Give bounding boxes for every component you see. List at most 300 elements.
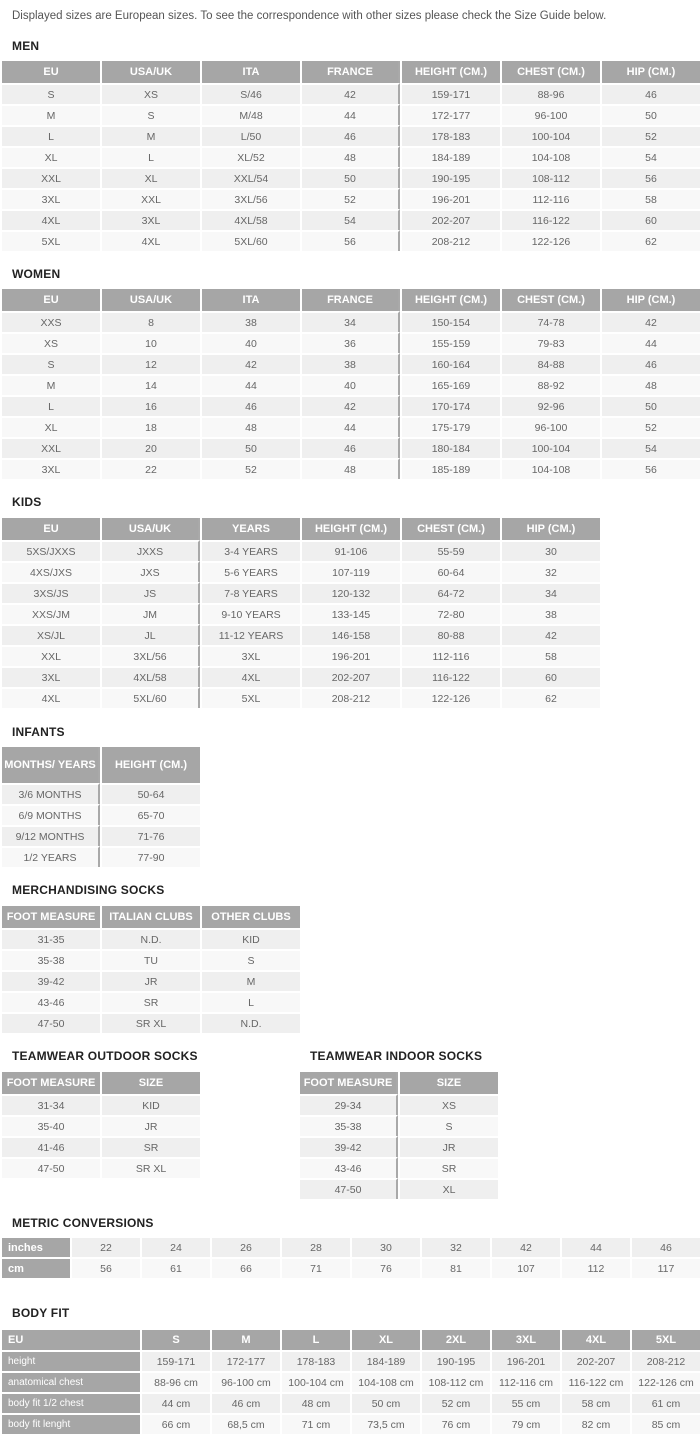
table-cell: 48 bbox=[202, 416, 300, 437]
table-cell: 4XL bbox=[2, 687, 100, 708]
table-row bbox=[300, 1094, 498, 1115]
table-cell: 40 bbox=[202, 332, 300, 353]
table-row bbox=[2, 1371, 700, 1392]
table-cell: XS bbox=[102, 83, 200, 104]
table-cell: 172-177 bbox=[212, 1350, 280, 1371]
table-cell: 56 bbox=[72, 1257, 140, 1278]
table-cell: XXL bbox=[2, 437, 100, 458]
column-header: FOOT MEASURE bbox=[300, 1072, 398, 1094]
column-header: OTHER CLUBS bbox=[202, 906, 300, 928]
table-cell: 50-64 bbox=[102, 783, 200, 804]
column-header: ITA bbox=[202, 61, 300, 83]
table-cell: 18 bbox=[102, 416, 200, 437]
header-row bbox=[2, 61, 700, 83]
table-cell: 44 bbox=[202, 374, 300, 395]
table-cell: 50 bbox=[602, 395, 700, 416]
table-row bbox=[2, 928, 300, 949]
table-row bbox=[2, 561, 600, 582]
table-cell: 24 bbox=[142, 1236, 210, 1257]
column-header: HEIGHT (CM.) bbox=[102, 747, 200, 783]
table-cell: 3XL bbox=[2, 458, 100, 479]
table-cell: 35-38 bbox=[2, 949, 100, 970]
table-cell: 38 bbox=[502, 603, 600, 624]
table-cell: 4XL bbox=[2, 209, 100, 230]
table-cell: SR bbox=[102, 1136, 200, 1157]
table-row bbox=[300, 1178, 498, 1199]
column-header: XL bbox=[352, 1328, 420, 1350]
women-title: WOMEN bbox=[12, 267, 61, 281]
table-cell: 42 bbox=[202, 353, 300, 374]
table-cell: JR bbox=[102, 970, 200, 991]
table-cell: 122-126 cm bbox=[632, 1371, 700, 1392]
table-cell: 52 cm bbox=[422, 1392, 490, 1413]
metric-conversion-table bbox=[0, 1236, 700, 1278]
table-cell: 9/12 MONTHS bbox=[2, 825, 100, 846]
table-cell: 34 bbox=[502, 582, 600, 603]
table-cell: 73,5 cm bbox=[352, 1413, 420, 1434]
table-row bbox=[2, 1236, 700, 1257]
table-cell: 96-100 bbox=[502, 416, 600, 437]
table-cell: 44 bbox=[602, 332, 700, 353]
table-cell: M/48 bbox=[202, 104, 300, 125]
table-row bbox=[300, 1157, 498, 1178]
column-header: USA/UK bbox=[102, 61, 200, 83]
row-header: cm bbox=[2, 1257, 70, 1278]
table-cell: JXS bbox=[102, 561, 200, 582]
table-cell: SR bbox=[102, 991, 200, 1012]
table-cell: 81 bbox=[422, 1257, 490, 1278]
table-cell: 3XL/56 bbox=[102, 645, 200, 666]
table-cell: 44 bbox=[562, 1236, 630, 1257]
column-header: FRANCE bbox=[302, 289, 400, 311]
column-header: USA/UK bbox=[102, 518, 200, 540]
table-cell: 100-104 bbox=[502, 437, 600, 458]
column-header: 3XL bbox=[492, 1328, 560, 1350]
table-cell: 38 bbox=[202, 311, 300, 332]
table-cell: 175-179 bbox=[402, 416, 500, 437]
table-cell: 52 bbox=[202, 458, 300, 479]
table-cell: 3XS/JS bbox=[2, 582, 100, 603]
table-cell: 20 bbox=[102, 437, 200, 458]
header-row bbox=[2, 1328, 700, 1350]
table-row bbox=[2, 395, 700, 416]
table-row bbox=[2, 645, 600, 666]
table-cell: XXL/54 bbox=[202, 167, 300, 188]
table-cell: 208-212 bbox=[402, 230, 500, 251]
table-cell: 6/9 MONTHS bbox=[2, 804, 100, 825]
table-cell: JXXS bbox=[102, 540, 200, 561]
table-cell: 91-106 bbox=[302, 540, 400, 561]
column-header: HEIGHT (CM.) bbox=[402, 61, 500, 83]
table-row bbox=[2, 624, 600, 645]
table-cell: 35-38 bbox=[300, 1115, 398, 1136]
table-cell: 88-92 bbox=[502, 374, 600, 395]
table-cell: 47-50 bbox=[2, 1157, 100, 1178]
table-cell: 3XL bbox=[202, 645, 300, 666]
table-cell: 88-96 cm bbox=[142, 1371, 210, 1392]
table-cell: XL/52 bbox=[202, 146, 300, 167]
table-cell: 116-122 bbox=[502, 209, 600, 230]
men-title: MEN bbox=[12, 39, 40, 53]
table-cell: 58 cm bbox=[562, 1392, 630, 1413]
table-row bbox=[2, 311, 700, 332]
table-cell: 190-195 bbox=[422, 1350, 490, 1371]
infants-size-table bbox=[0, 747, 202, 867]
table-cell: 54 bbox=[302, 209, 400, 230]
table-cell: 178-183 bbox=[282, 1350, 350, 1371]
table-cell: 159-171 bbox=[142, 1350, 210, 1371]
table-row bbox=[2, 991, 300, 1012]
column-header: 5XL bbox=[632, 1328, 700, 1350]
merch-socks-table bbox=[0, 906, 302, 1033]
table-row bbox=[2, 1094, 200, 1115]
table-cell: 28 bbox=[282, 1236, 350, 1257]
table-cell: 122-126 bbox=[502, 230, 600, 251]
table-row bbox=[2, 1392, 700, 1413]
table-row bbox=[2, 353, 700, 374]
table-cell: 107-119 bbox=[302, 561, 400, 582]
table-cell: 50 bbox=[202, 437, 300, 458]
table-cell: 76 cm bbox=[422, 1413, 490, 1434]
header-row bbox=[2, 1072, 200, 1094]
table-cell: 74-78 bbox=[502, 311, 600, 332]
table-cell: 41-46 bbox=[2, 1136, 100, 1157]
table-cell: 39-42 bbox=[2, 970, 100, 991]
table-cell: 47-50 bbox=[2, 1012, 100, 1033]
indoor-socks-title: TEAMWEAR INDOOR SOCKS bbox=[310, 1049, 483, 1063]
table-cell: 42 bbox=[602, 311, 700, 332]
column-header: FOOT MEASURE bbox=[2, 1072, 100, 1094]
table-cell: 196-201 bbox=[302, 645, 400, 666]
table-cell: 4XL/58 bbox=[102, 666, 200, 687]
table-cell: JR bbox=[400, 1136, 498, 1157]
column-header: FOOT MEASURE bbox=[2, 906, 100, 928]
table-cell: 30 bbox=[502, 540, 600, 561]
table-cell: 96-100 bbox=[502, 104, 600, 125]
table-row bbox=[2, 437, 700, 458]
table-cell: 39-42 bbox=[300, 1136, 398, 1157]
table-cell: 68,5 cm bbox=[212, 1413, 280, 1434]
table-cell: 146-158 bbox=[302, 624, 400, 645]
table-cell: 3/6 MONTHS bbox=[2, 783, 100, 804]
row-header: body fit 1/2 chest bbox=[2, 1392, 140, 1413]
table-cell: 60-64 bbox=[402, 561, 500, 582]
table-cell: 30 bbox=[352, 1236, 420, 1257]
outdoor-socks-title: TEAMWEAR OUTDOOR SOCKS bbox=[12, 1049, 198, 1063]
table-cell: 208-212 bbox=[302, 687, 400, 708]
table-cell: 62 bbox=[602, 230, 700, 251]
table-cell: 48 bbox=[302, 146, 400, 167]
table-cell: N.D. bbox=[102, 928, 200, 949]
table-row bbox=[2, 374, 700, 395]
table-cell: 4XL bbox=[102, 230, 200, 251]
table-cell: 44 bbox=[302, 416, 400, 437]
intro-text: Displayed sizes are European sizes. To see the correspondence with other sizes please check the Size Guide below. bbox=[12, 10, 607, 22]
table-row bbox=[2, 1012, 300, 1033]
table-cell: 76 bbox=[352, 1257, 420, 1278]
outdoor-socks-table bbox=[0, 1072, 202, 1178]
column-header: M bbox=[212, 1328, 280, 1350]
table-row bbox=[2, 540, 600, 561]
table-cell: 29-34 bbox=[300, 1094, 398, 1115]
column-header: SIZE bbox=[400, 1072, 498, 1094]
table-cell: SR XL bbox=[102, 1157, 200, 1178]
table-cell: 159-171 bbox=[402, 83, 500, 104]
column-header: ITALIAN CLUBS bbox=[102, 906, 200, 928]
table-cell: 42 bbox=[302, 83, 400, 104]
table-cell: 117 bbox=[632, 1257, 700, 1278]
table-cell: 196-201 bbox=[402, 188, 500, 209]
table-cell: S bbox=[102, 104, 200, 125]
table-cell: M bbox=[102, 125, 200, 146]
table-cell: 85 cm bbox=[632, 1413, 700, 1434]
table-cell: L/50 bbox=[202, 125, 300, 146]
table-cell: XXL bbox=[2, 167, 100, 188]
table-cell: 5XS/JXXS bbox=[2, 540, 100, 561]
table-cell: 202-207 bbox=[302, 666, 400, 687]
table-cell: 71 cm bbox=[282, 1413, 350, 1434]
column-header: EU bbox=[2, 61, 100, 83]
table-cell: 196-201 bbox=[492, 1350, 560, 1371]
table-cell: S/46 bbox=[202, 83, 300, 104]
column-header: HIP (CM.) bbox=[602, 61, 700, 83]
table-cell: 165-169 bbox=[402, 374, 500, 395]
table-row bbox=[300, 1136, 498, 1157]
table-cell: 92-96 bbox=[502, 395, 600, 416]
table-cell: 64-72 bbox=[402, 582, 500, 603]
column-header: ITA bbox=[202, 289, 300, 311]
table-row bbox=[2, 146, 700, 167]
table-row bbox=[2, 825, 200, 846]
table-cell: L bbox=[102, 146, 200, 167]
table-row bbox=[2, 125, 700, 146]
table-cell: 202-207 bbox=[562, 1350, 630, 1371]
table-cell: 11-12 YEARS bbox=[202, 624, 300, 645]
table-cell: 5XL/60 bbox=[102, 687, 200, 708]
table-cell: 107 bbox=[492, 1257, 560, 1278]
table-cell: 7-8 YEARS bbox=[202, 582, 300, 603]
column-header: CHEST (CM.) bbox=[502, 61, 600, 83]
table-cell: 46 bbox=[602, 353, 700, 374]
table-cell: 5XL bbox=[2, 230, 100, 251]
table-row bbox=[2, 582, 600, 603]
indoor-socks-table bbox=[298, 1072, 500, 1199]
table-cell: 108-112 bbox=[502, 167, 600, 188]
table-cell: XXL bbox=[2, 645, 100, 666]
table-cell: 54 bbox=[602, 437, 700, 458]
table-cell: 155-159 bbox=[402, 332, 500, 353]
table-cell: 55 cm bbox=[492, 1392, 560, 1413]
column-header: EU bbox=[2, 289, 100, 311]
table-cell: 3-4 YEARS bbox=[202, 540, 300, 561]
table-cell: 48 bbox=[602, 374, 700, 395]
table-cell: 43-46 bbox=[2, 991, 100, 1012]
table-cell: 48 cm bbox=[282, 1392, 350, 1413]
table-row bbox=[2, 1413, 700, 1434]
table-cell: 60 bbox=[502, 666, 600, 687]
table-cell: 42 bbox=[502, 624, 600, 645]
table-cell: 184-189 bbox=[402, 146, 500, 167]
table-cell: 100-104 cm bbox=[282, 1371, 350, 1392]
table-cell: 9-10 YEARS bbox=[202, 603, 300, 624]
table-cell: S bbox=[2, 353, 100, 374]
table-cell: 100-104 bbox=[502, 125, 600, 146]
women-size-table bbox=[0, 289, 700, 479]
table-row bbox=[2, 230, 700, 251]
header-row bbox=[2, 518, 600, 540]
table-cell: 120-132 bbox=[302, 582, 400, 603]
table-cell: 46 cm bbox=[212, 1392, 280, 1413]
table-cell: SR XL bbox=[102, 1012, 200, 1033]
body-fit-title: BODY FIT bbox=[12, 1306, 70, 1320]
header-row bbox=[300, 1072, 498, 1094]
table-cell: 77-90 bbox=[102, 846, 200, 867]
table-cell: 52 bbox=[602, 125, 700, 146]
table-cell: 35-40 bbox=[2, 1115, 100, 1136]
table-row bbox=[2, 1136, 200, 1157]
column-header: 2XL bbox=[422, 1328, 490, 1350]
table-cell: XL bbox=[400, 1178, 498, 1199]
table-cell: 112-116 bbox=[402, 645, 500, 666]
column-header: L bbox=[282, 1328, 350, 1350]
table-row bbox=[300, 1115, 498, 1136]
table-cell: 55-59 bbox=[402, 540, 500, 561]
table-cell: 3XL/56 bbox=[202, 188, 300, 209]
table-cell: 60 bbox=[602, 209, 700, 230]
table-cell: 47-50 bbox=[300, 1178, 398, 1199]
table-cell: 32 bbox=[502, 561, 600, 582]
table-cell: 5XL bbox=[202, 687, 300, 708]
table-cell: XL bbox=[2, 146, 100, 167]
table-cell: 96-100 cm bbox=[212, 1371, 280, 1392]
table-cell: 88-96 bbox=[502, 83, 600, 104]
table-cell: 16 bbox=[102, 395, 200, 416]
table-cell: 71-76 bbox=[102, 825, 200, 846]
table-cell: 3XL bbox=[2, 188, 100, 209]
table-cell: 66 cm bbox=[142, 1413, 210, 1434]
table-cell: 50 bbox=[302, 167, 400, 188]
row-header: inches bbox=[2, 1236, 70, 1257]
table-cell: XS/JL bbox=[2, 624, 100, 645]
table-cell: 80-88 bbox=[402, 624, 500, 645]
table-cell: 42 bbox=[492, 1236, 560, 1257]
merch-socks-title: MERCHANDISING SOCKS bbox=[12, 883, 165, 897]
table-cell: 44 cm bbox=[142, 1392, 210, 1413]
table-cell: XXS bbox=[2, 311, 100, 332]
metric-title: METRIC CONVERSIONS bbox=[12, 1216, 154, 1230]
table-row bbox=[2, 687, 600, 708]
table-row bbox=[2, 1115, 200, 1136]
body-fit-table bbox=[0, 1328, 700, 1434]
table-row bbox=[2, 783, 200, 804]
column-header: HIP (CM.) bbox=[502, 518, 600, 540]
row-header: body fit lenght bbox=[2, 1413, 140, 1434]
table-cell: 26 bbox=[212, 1236, 280, 1257]
header-row bbox=[2, 906, 300, 928]
table-row bbox=[2, 1157, 200, 1178]
table-cell: L bbox=[202, 991, 300, 1012]
column-header: SIZE bbox=[102, 1072, 200, 1094]
men-size-table bbox=[0, 61, 700, 251]
column-header: S bbox=[142, 1328, 210, 1350]
table-cell: M bbox=[2, 374, 100, 395]
table-cell: 190-195 bbox=[402, 167, 500, 188]
table-cell: L bbox=[2, 395, 100, 416]
table-cell: 184-189 bbox=[352, 1350, 420, 1371]
column-header: CHEST (CM.) bbox=[502, 289, 600, 311]
table-cell: 46 bbox=[632, 1236, 700, 1257]
table-cell: 58 bbox=[602, 188, 700, 209]
table-cell: 172-177 bbox=[402, 104, 500, 125]
table-cell: 56 bbox=[602, 167, 700, 188]
table-cell: 82 cm bbox=[562, 1413, 630, 1434]
table-cell: XS bbox=[2, 332, 100, 353]
table-cell: 3XL bbox=[2, 666, 100, 687]
table-row bbox=[2, 83, 700, 104]
column-header: FRANCE bbox=[302, 61, 400, 83]
table-cell: TU bbox=[102, 949, 200, 970]
column-header: HEIGHT (CM.) bbox=[302, 518, 400, 540]
table-cell: 116-122 bbox=[402, 666, 500, 687]
table-row bbox=[2, 603, 600, 624]
table-cell: 185-189 bbox=[402, 458, 500, 479]
table-cell: L bbox=[2, 125, 100, 146]
header-row bbox=[2, 747, 200, 783]
column-header: HIP (CM.) bbox=[602, 289, 700, 311]
table-cell: 42 bbox=[302, 395, 400, 416]
table-cell: 8 bbox=[102, 311, 200, 332]
table-row bbox=[2, 804, 200, 825]
column-header: 4XL bbox=[562, 1328, 630, 1350]
table-cell: 22 bbox=[72, 1236, 140, 1257]
table-cell: 56 bbox=[302, 230, 400, 251]
table-cell: JR bbox=[102, 1115, 200, 1136]
table-cell: N.D. bbox=[202, 1012, 300, 1033]
table-cell: M bbox=[2, 104, 100, 125]
row-header: height bbox=[2, 1350, 140, 1371]
table-row bbox=[2, 332, 700, 353]
table-cell: 108-112 cm bbox=[422, 1371, 490, 1392]
column-header: CHEST (CM.) bbox=[402, 518, 500, 540]
table-row bbox=[2, 666, 600, 687]
table-cell: 14 bbox=[102, 374, 200, 395]
table-cell: 150-154 bbox=[402, 311, 500, 332]
table-cell: 4XL/58 bbox=[202, 209, 300, 230]
table-cell: 46 bbox=[202, 395, 300, 416]
table-cell: 46 bbox=[302, 125, 400, 146]
table-cell: 4XL bbox=[202, 666, 300, 687]
column-header: EU bbox=[2, 518, 100, 540]
table-cell: 34 bbox=[302, 311, 400, 332]
table-cell: JS bbox=[102, 582, 200, 603]
kids-title: KIDS bbox=[12, 495, 42, 509]
table-cell: 22 bbox=[102, 458, 200, 479]
table-cell: SR bbox=[400, 1157, 498, 1178]
column-header: USA/UK bbox=[102, 289, 200, 311]
table-cell: 40 bbox=[302, 374, 400, 395]
table-row bbox=[2, 167, 700, 188]
table-cell: S bbox=[400, 1115, 498, 1136]
table-cell: 208-212 bbox=[632, 1350, 700, 1371]
table-cell: KID bbox=[202, 928, 300, 949]
table-cell: 104-108 bbox=[502, 146, 600, 167]
table-cell: 122-126 bbox=[402, 687, 500, 708]
table-cell: 56 bbox=[602, 458, 700, 479]
table-cell: 1/2 YEARS bbox=[2, 846, 100, 867]
infants-title: INFANTS bbox=[12, 725, 65, 739]
table-cell: 66 bbox=[212, 1257, 280, 1278]
table-cell: 31-35 bbox=[2, 928, 100, 949]
